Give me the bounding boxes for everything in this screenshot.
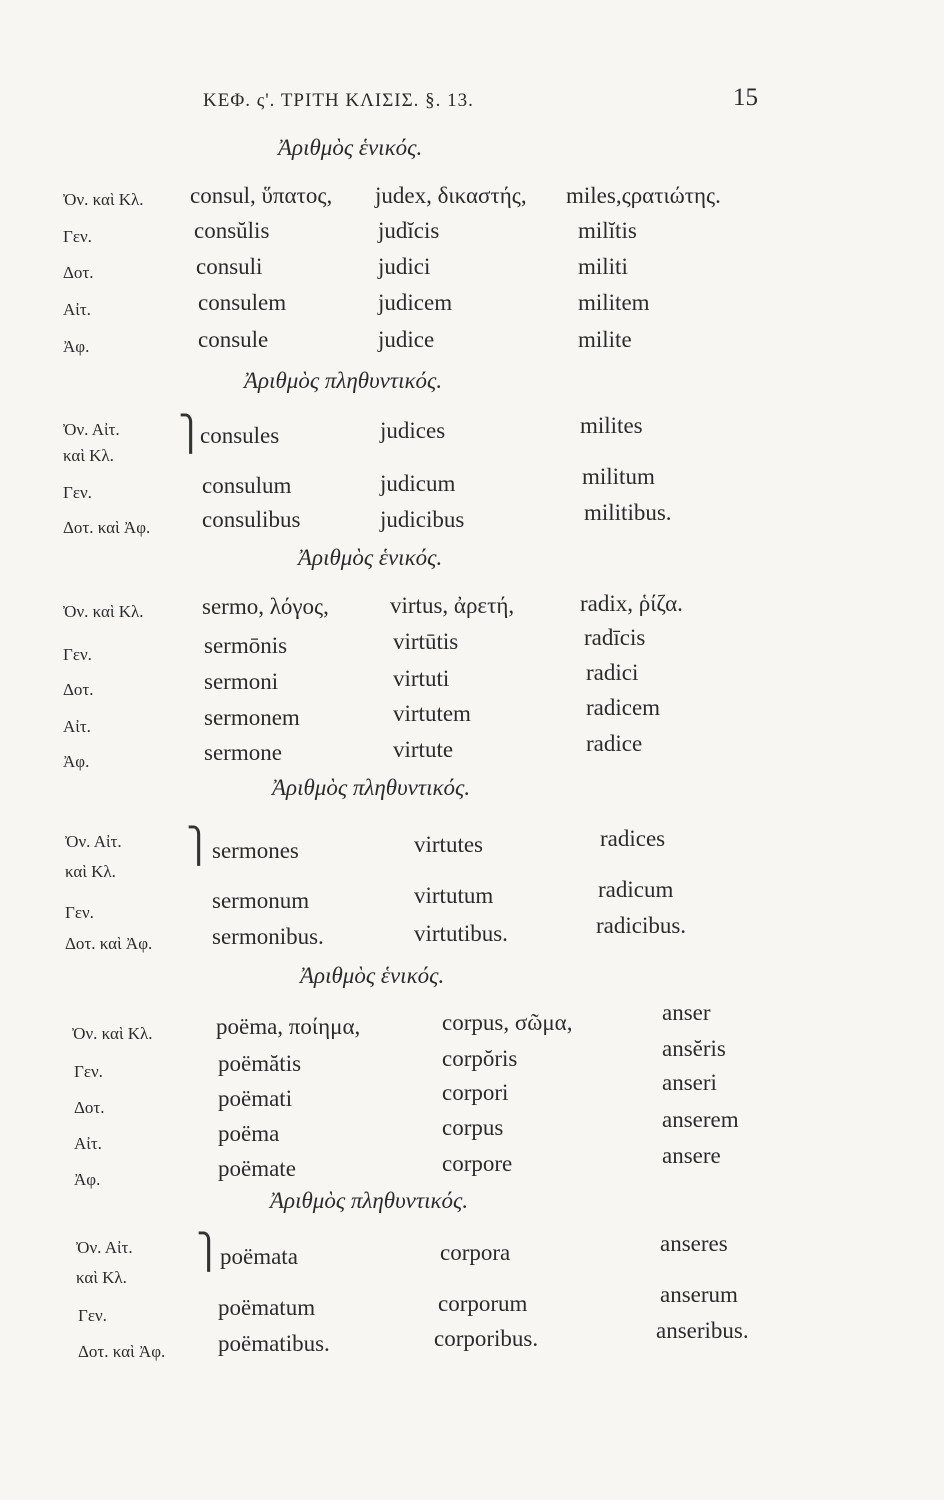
word-form: judex, δικαστής, (375, 183, 527, 208)
page-number: 15 (733, 84, 758, 111)
word-form: sermone (204, 740, 282, 765)
word-form: virtūtis (393, 629, 459, 654)
word-form: corpŏris (442, 1046, 518, 1071)
word-form: sermoni (204, 669, 279, 694)
word-form: consulum (202, 473, 292, 498)
case-label: Δοτ. (63, 263, 94, 282)
word-form: consulibus (202, 507, 301, 532)
case-label: Ὀν. καὶ Κλ. (63, 190, 144, 209)
number-heading: Ἀριθμὸς ἑνικός. (300, 963, 445, 988)
word-form: radicum (598, 877, 674, 902)
case-label: Δοτ. (63, 680, 94, 699)
word-form: corporum (438, 1291, 528, 1316)
word-form: judici (378, 254, 431, 279)
case-label: Αἰτ. (63, 717, 91, 736)
word-form: radicem (586, 695, 661, 720)
word-form: corpora (440, 1240, 511, 1265)
word-form: milite (578, 327, 632, 352)
case-label: Ἀφ. (63, 337, 90, 356)
word-form: virtutum (414, 883, 494, 908)
word-form: virtutes (414, 832, 483, 857)
word-form: sermonibus. (212, 924, 324, 949)
brace: ⎫ (186, 828, 212, 865)
word-form: judicum (380, 471, 456, 496)
number-heading: Ἀριθμὸς ἑνικός. (298, 545, 443, 570)
word-form: consulem (198, 290, 287, 315)
word-form: corporibus. (434, 1326, 539, 1351)
word-form: poëmatum (218, 1295, 316, 1320)
word-form: radici (586, 660, 639, 685)
number-heading: Ἀριθμὸς ἑνικός. (278, 135, 423, 160)
word-form: corpus (442, 1115, 504, 1140)
case-label: Δοτ. καὶ Ἀφ. (78, 1342, 166, 1361)
case-label: Ὀν. καὶ Κλ. (63, 602, 144, 621)
word-form: radicibus. (596, 913, 687, 938)
word-form: anserum (660, 1282, 738, 1307)
word-form: milĭtis (578, 218, 637, 243)
case-label: Γεν. (65, 903, 94, 922)
brace: ⎫ (178, 416, 204, 453)
word-form: militum (582, 464, 655, 489)
case-label: Ὀν. Αἰτ. (76, 1238, 133, 1257)
word-form: ansĕris (662, 1036, 726, 1061)
word-form: ansere (662, 1143, 721, 1168)
word-form: miles,ςρατιώτης. (566, 183, 721, 208)
number-heading: Ἀριθμὸς πληθυντικός. (272, 775, 471, 800)
word-form: poëma, ποίημα, (216, 1014, 361, 1039)
word-form: radices (600, 826, 666, 851)
word-form: judĭcis (378, 218, 440, 243)
case-label: Ὀν. καὶ Κλ. (72, 1024, 153, 1043)
word-form: consul, ὕπατος, (190, 183, 333, 208)
word-form: anser (662, 1000, 711, 1025)
case-label: καὶ Κλ. (76, 1268, 127, 1287)
word-form: anserem (662, 1107, 739, 1132)
word-form: radīcis (584, 625, 646, 650)
case-label: Αἰτ. (74, 1134, 102, 1153)
word-form: sermōnis (204, 633, 288, 658)
word-form: poëmati (218, 1086, 293, 1111)
word-form: virtute (393, 737, 454, 762)
word-form: sermo, λόγος, (202, 594, 329, 619)
brace: ⎫ (196, 1234, 222, 1271)
word-form: corpori (442, 1080, 509, 1105)
word-form: anseri (662, 1070, 717, 1095)
word-form: militibus. (584, 500, 672, 525)
case-label: Αἰτ. (63, 300, 91, 319)
word-form: virtutem (393, 701, 471, 726)
case-label: καὶ Κλ. (65, 862, 116, 881)
word-form: sermones (212, 838, 299, 863)
case-label: Γεν. (63, 227, 92, 246)
word-form: sermonem (204, 705, 300, 730)
word-form: milites (580, 413, 643, 438)
case-label: Ὀν. Αἰτ. (63, 420, 120, 439)
case-label: Ἀφ. (63, 752, 90, 771)
word-form: consule (198, 327, 269, 352)
word-form: radice (586, 731, 643, 756)
case-label: Δοτ. καὶ Ἀφ. (65, 934, 153, 953)
word-form: poëmate (218, 1156, 296, 1181)
running-title: ΚΕΦ. ς'. ΤΡΙΤΗ ΚΛΙΣΙΣ. §. 13. (203, 90, 474, 111)
case-label: Γεν. (78, 1306, 107, 1325)
word-form: poëmătis (218, 1051, 302, 1076)
number-heading: Ἀριθμὸς πληθυντικός. (270, 1188, 469, 1213)
case-label: Γεν. (63, 645, 92, 664)
page-header (0, 84, 944, 124)
case-label: Ἀφ. (74, 1170, 101, 1189)
word-form: anseribus. (656, 1318, 749, 1343)
word-form: militem (578, 290, 650, 315)
case-label: Δοτ. (74, 1098, 105, 1117)
word-form: corpore (442, 1151, 513, 1176)
word-form: judice (378, 327, 435, 352)
case-label: Δοτ. καὶ Ἀφ. (63, 518, 151, 537)
word-form: poëma (218, 1121, 280, 1146)
case-label: Γεν. (63, 483, 92, 502)
case-label: Γεν. (74, 1062, 103, 1081)
word-form: radix, ῥίζα. (580, 591, 683, 616)
word-form: virtus, ἀρετή, (390, 593, 515, 618)
case-label: Ὀν. Αἰτ. (65, 832, 122, 851)
word-form: consules (200, 423, 280, 448)
word-form: virtuti (393, 666, 450, 691)
case-label: καὶ Κλ. (63, 446, 114, 465)
word-form: militi (578, 254, 628, 279)
word-form: judicem (378, 290, 453, 315)
word-form: sermonum (212, 888, 310, 913)
word-form: corpus, σῶμα, (442, 1010, 573, 1035)
word-form: consŭlis (194, 218, 270, 243)
word-form: judicibus (380, 507, 465, 532)
word-form: anseres (660, 1231, 728, 1256)
word-form: virtutibus. (414, 921, 508, 946)
word-form: poëmata (220, 1244, 298, 1269)
word-form: consuli (196, 254, 263, 279)
number-heading: Ἀριθμὸς πληθυντικός. (244, 368, 443, 393)
word-form: poëmatibus. (218, 1331, 330, 1356)
word-form: judices (380, 418, 446, 443)
